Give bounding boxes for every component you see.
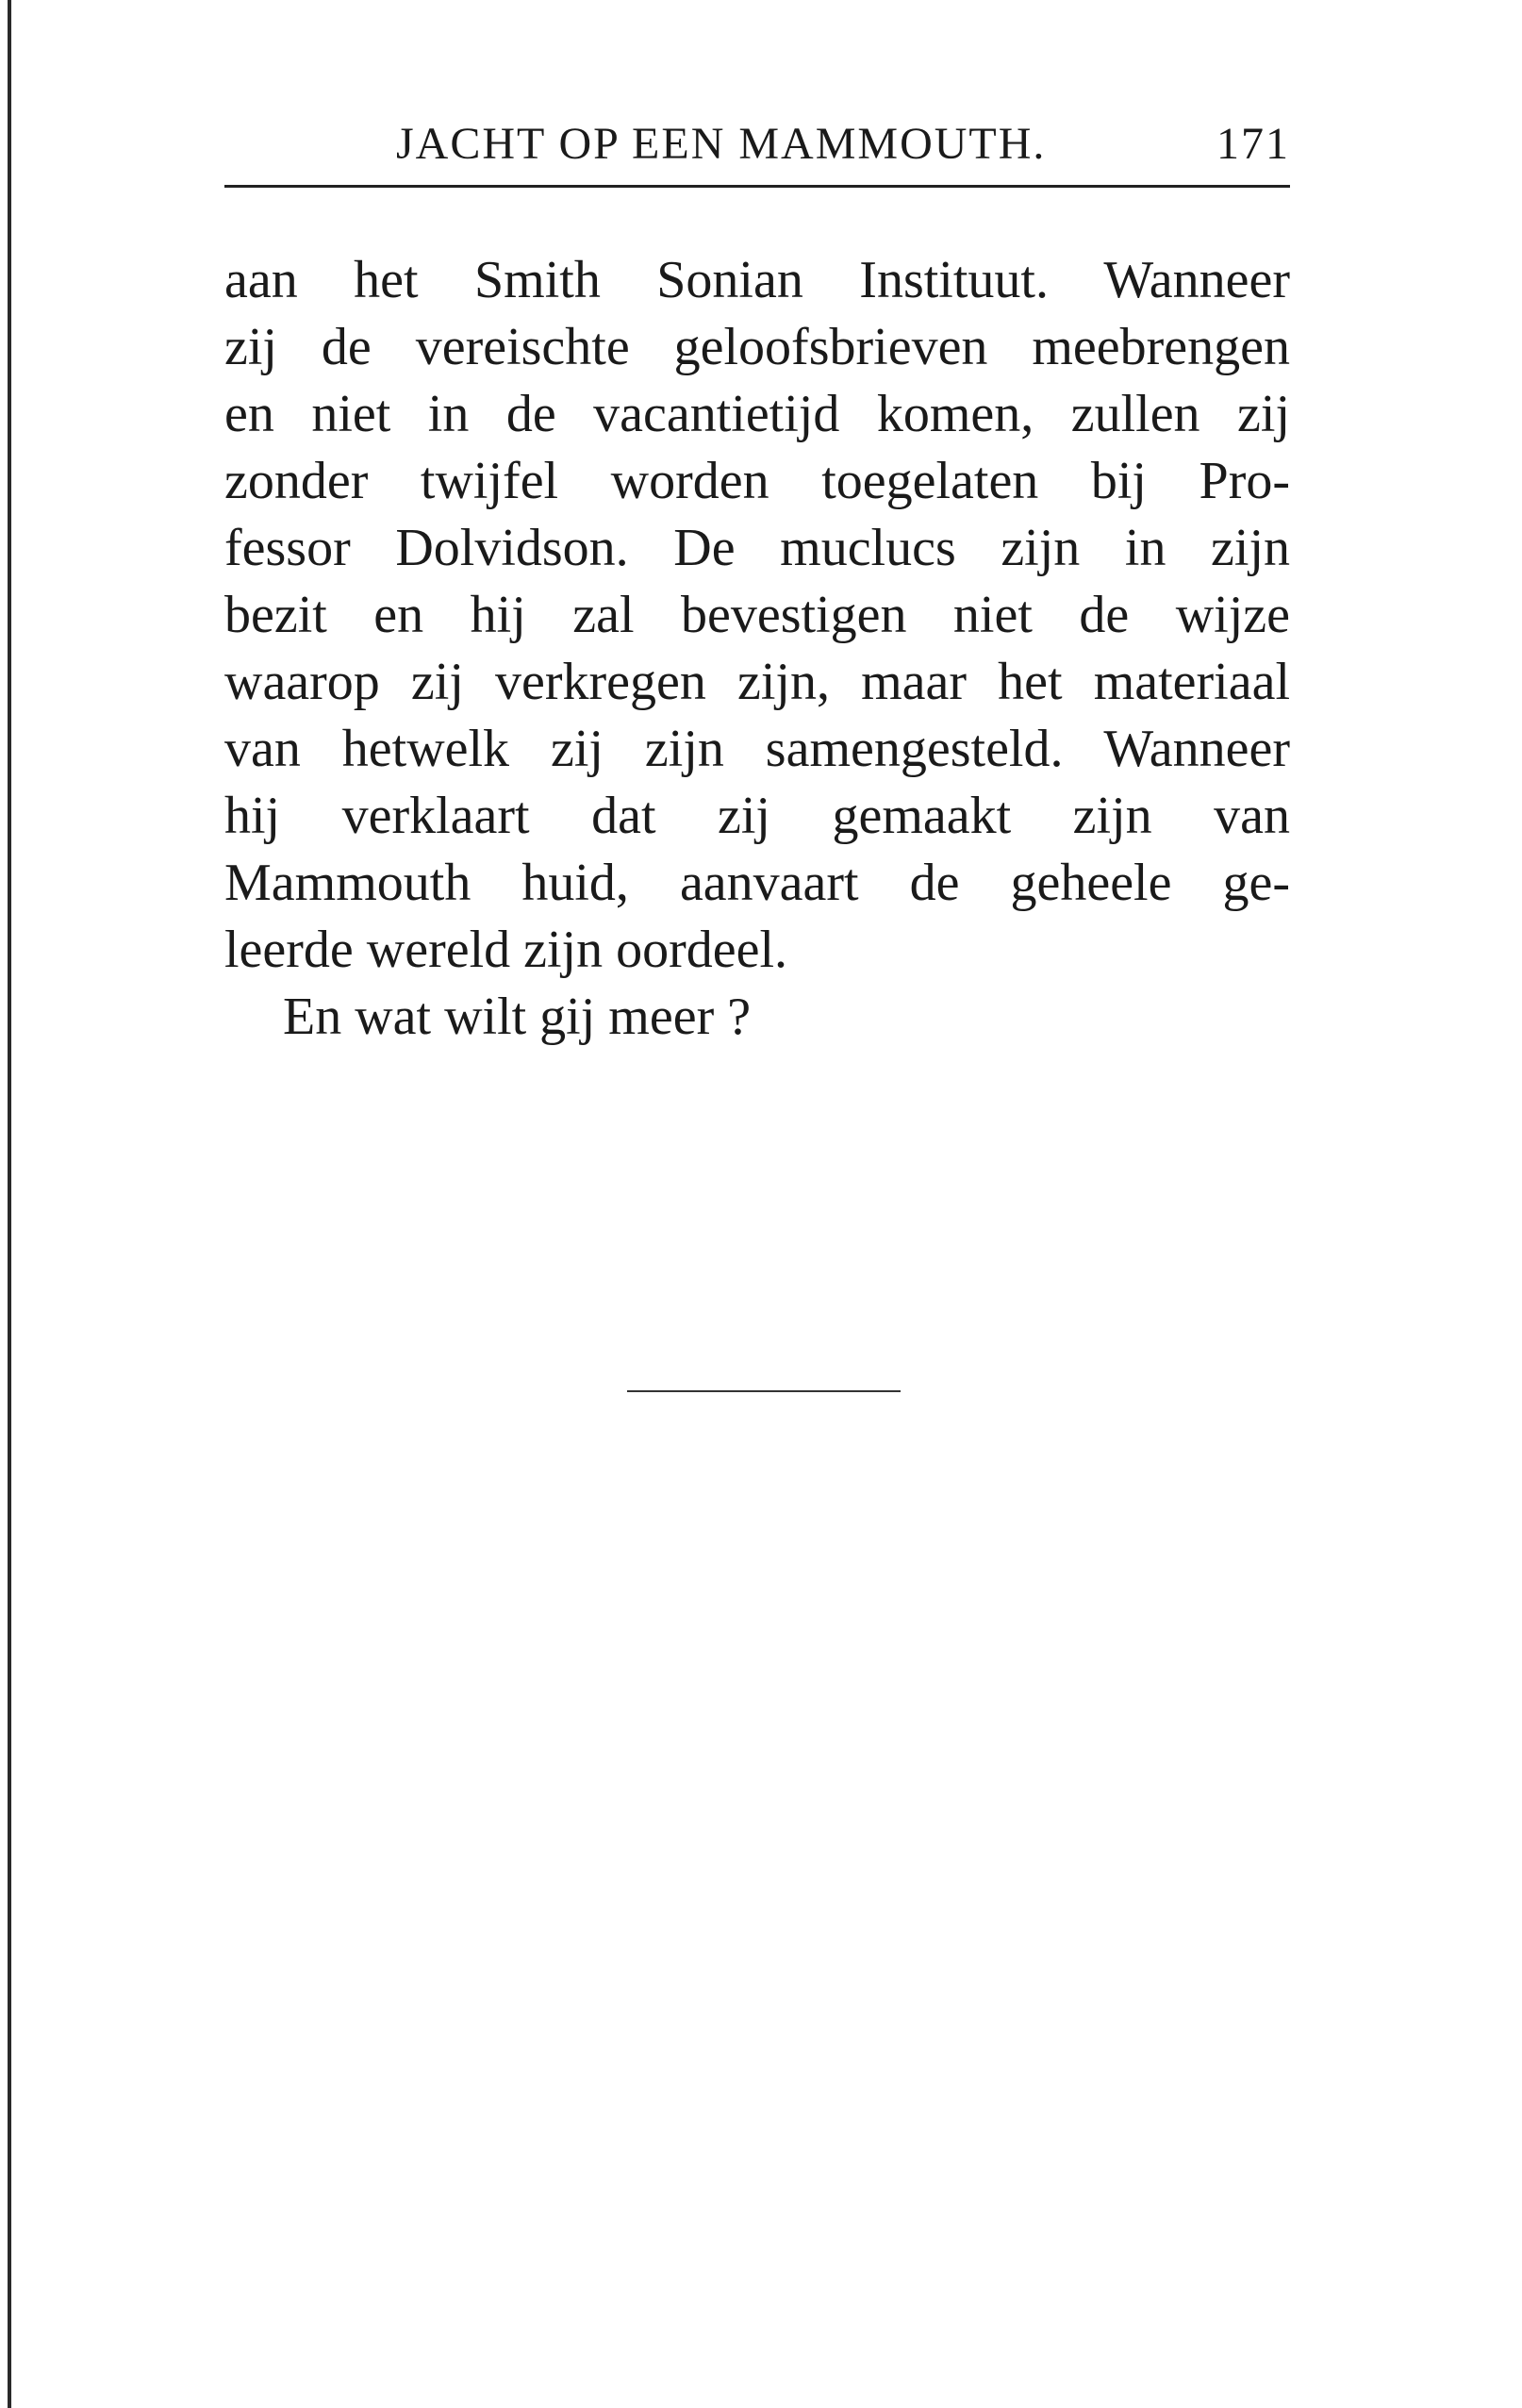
page-number: 171 — [1216, 119, 1290, 169]
text-line: van hetwelk zij zijn samengesteld. Wanneer — [224, 720, 1290, 778]
text-line: zij de vereischte geloofsbrieven meebrengen — [224, 318, 1290, 376]
header-rule — [224, 185, 1290, 188]
text-line: hij verklaart dat zij gemaakt zijn van — [224, 787, 1290, 845]
text-line: waarop zij verkregen zijn, maar het materiaal — [224, 653, 1290, 711]
text-line: Mammouth huid, aanvaart de geheele ge- — [224, 854, 1290, 912]
text-line: zonder twijfel worden toegelaten bij Pro- — [224, 452, 1290, 510]
text-line: en niet in de vacantietijd komen, zullen zij — [224, 385, 1290, 443]
text-line: leerde wereld zijn oordeel. — [224, 921, 788, 979]
body-text — [224, 247, 1290, 1051]
end-rule — [627, 1390, 901, 1392]
text-line: En wat wilt gij meer ? — [283, 988, 752, 1046]
running-title: JACHT OP EEN MAMMOUTH. — [396, 119, 1047, 169]
text-line: aan het Smith Sonian Instituut. Wanneer — [224, 251, 1290, 309]
text-line: bezit en hij zal bevestigen niet de wijze — [224, 586, 1290, 644]
running-head — [224, 118, 1290, 174]
text-line: fessor Dolvidson. De muclucs zijn in zijn — [224, 519, 1290, 577]
page-spine-edge — [8, 0, 11, 2408]
